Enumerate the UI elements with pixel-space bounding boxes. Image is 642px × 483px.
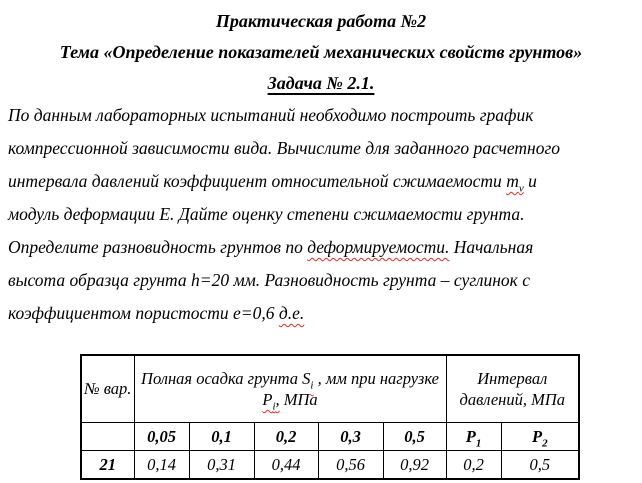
title-block [0, 6, 642, 99]
symbol-Si: $S_i$ [302, 368, 314, 392]
pressure-value-1: 0,05 [134, 422, 189, 450]
subheader-empty-cell [81, 422, 134, 450]
symbol-Pi: $P_i$, [262, 389, 280, 413]
cell-p2: 0,5 [501, 450, 579, 479]
cell-settlement-4: 0,56 [318, 450, 383, 479]
header-pressure-interval: Интервал давлений, МПа [446, 355, 579, 422]
table-subheader-row [81, 422, 579, 450]
header-p2: $P_2$ [501, 422, 579, 450]
pressure-value-5: 0,5 [383, 422, 446, 450]
pressure-value-2: 0,1 [189, 422, 254, 450]
variable-mv: $m_v$ [506, 171, 524, 195]
title-practical-work: Практическая работа №2 [215, 11, 427, 31]
cell-variant: 21 [81, 450, 134, 479]
cell-settlement-5: 0,92 [383, 450, 446, 479]
header-settlement: Полная осадка грунта $S_i$ , мм при нагрузке $P_i$, МПа [134, 355, 446, 422]
cell-p1: 0,2 [446, 450, 501, 479]
cell-settlement-1: 0,14 [134, 450, 189, 479]
body-line-2: компрессионной зависимости вида. Вычислите для заданного расчетного [8, 138, 561, 158]
variants-table [80, 354, 580, 480]
misspelled-word: деформируемости. [307, 237, 450, 257]
pressure-value-4: 0,3 [318, 422, 383, 450]
header-p1: $P_1$ [446, 422, 501, 450]
header-variant-number: № вар. [81, 355, 134, 422]
pressure-value-3: 0,2 [254, 422, 318, 450]
cell-settlement-3: 0,44 [254, 450, 318, 479]
task-description [0, 99, 642, 330]
title-task-number [0, 68, 642, 99]
body-line-7: коэффициентом пористости е=0,6 д.е. [8, 303, 305, 323]
table-data-row [81, 450, 579, 479]
body-line-3: интервала давлений коэффициент относительной сжимаемости $m_v$ и [8, 171, 537, 195]
body-line-6: высота образца грунта h=20 мм. Разновидность грунта – суглинок с [8, 270, 530, 290]
body-line-5: Определите разновидность грунтов по деформируемости. Начальная [8, 237, 534, 257]
title-theme: Тема «Определение показателей механических свойств грунтов» [59, 42, 583, 62]
misspelled-abbreviation: д.е. [278, 303, 305, 323]
body-line-1: По данным лабораторных испытаний необходимо построить график [8, 105, 534, 125]
task-number-underlined: Задача № 2.1. [267, 73, 375, 93]
table-header-row [81, 355, 579, 422]
cell-settlement-2: 0,31 [189, 450, 254, 479]
body-line-4: модуль деформации Е. Дайте оценку степени сжимаемости грунта. [8, 204, 525, 224]
